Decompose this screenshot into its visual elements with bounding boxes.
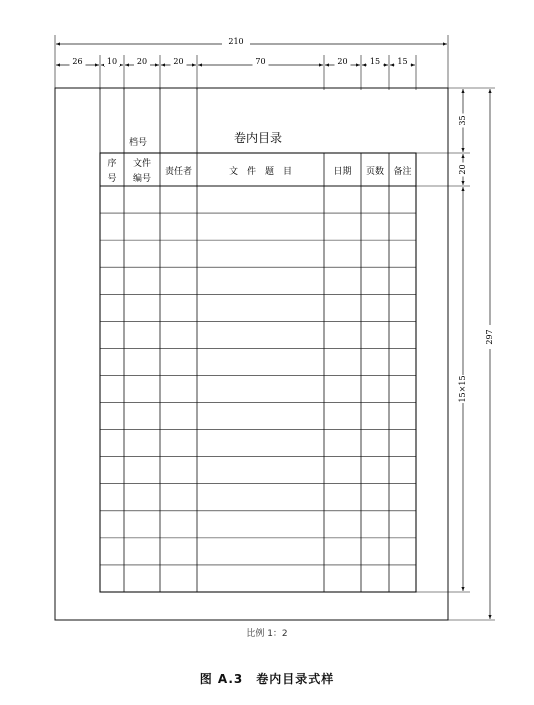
right-part-label: 20 (458, 164, 467, 175)
top-part-label: 20 (337, 57, 348, 66)
top-part-label: 15 (369, 57, 381, 66)
column-header-line2: 号 (107, 174, 117, 184)
catalog-table (100, 88, 416, 592)
table-border (100, 153, 416, 592)
top-part-label: 20 (136, 57, 148, 66)
top-part-label: 10 (106, 57, 118, 66)
right-part-label: 35 (458, 115, 467, 126)
scale-label: 比例 1：2 (246, 629, 288, 639)
top-part-label: 26 (72, 57, 83, 66)
right-total-label: 297 (485, 329, 494, 345)
right-dims (456, 89, 497, 619)
column-header: 页数 (365, 167, 385, 177)
top-total-label: 210 (228, 37, 244, 46)
column-header: 文 件 题 目 (228, 167, 293, 177)
column-header-line1: 序 (107, 159, 117, 169)
dimension-extension-lines (55, 35, 495, 620)
top-part-label: 15 (397, 57, 408, 66)
figure-caption: 图 A.3 卷内目录式样 (199, 672, 335, 686)
top-part-label: 70 (255, 57, 266, 66)
right-part-label: 15×15 (458, 375, 467, 403)
column-header-line2: 编号 (132, 174, 152, 184)
column-header-line1: 文件 (132, 159, 152, 169)
column-header: 备注 (393, 167, 412, 177)
top-part-label: 20 (173, 57, 184, 66)
catalog-title: 卷内目录 (233, 131, 283, 145)
column-header: 日期 (333, 167, 352, 177)
dang-hao-label: 档号 (129, 138, 148, 148)
column-header: 责任者 (164, 167, 193, 177)
